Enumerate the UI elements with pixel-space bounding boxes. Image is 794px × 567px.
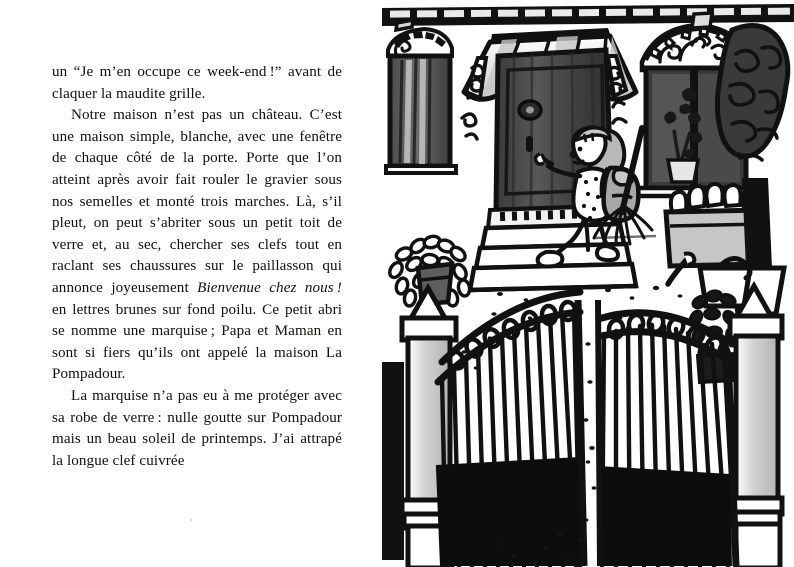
paragraph-1: [52, 62, 342, 105]
left-window: [386, 20, 456, 173]
page-mark: •: [189, 516, 193, 525]
text-page: [0, 0, 380, 567]
paragraph-1-run-1: un “Je m’en occupe ce week-end !” avant de claquer la maudite grille.: [52, 64, 342, 102]
paragraph-2-run-3: en lettres brunes sur fond poilu. Ce petit abri se nomme une marquise ; Papa et Maman en sont si fiers qu’ils ont appelé la maison La Pompadour.: [52, 301, 342, 383]
paragraph-3: [52, 386, 342, 472]
door-knocker: [519, 101, 541, 119]
house-gate-illustration: [380, 0, 794, 567]
paragraph-3-run-1: La marquise n’a pas eu à me protéger avec sa robe de verre : nulle goutte sur Pompadour mais un beau soleil de printemps. J’ai attrapé la longue clef cuivrée: [52, 387, 342, 469]
paragraph-2-run-1: Notre maison n’est pas un château. C’est une maison simple, blanche, avec une fenêtre de chaque côté de la porte. Porte que l’on atteint après avoir fait rouler le gravier sous nos semelles et monté trois marches. Là, s’il pleut, on peut s’abriter sous un petit toit de verre et, au sec, chercher ses clefs tout en raclant ses chaussures sur le paillasson qui annonce joyeusement: [52, 107, 342, 296]
paragraph-2: [52, 105, 342, 386]
body-text-column: [52, 62, 342, 472]
illustration-page: [380, 0, 794, 567]
doormat-phrase-italic: Bienvenue chez nous !: [197, 279, 342, 296]
